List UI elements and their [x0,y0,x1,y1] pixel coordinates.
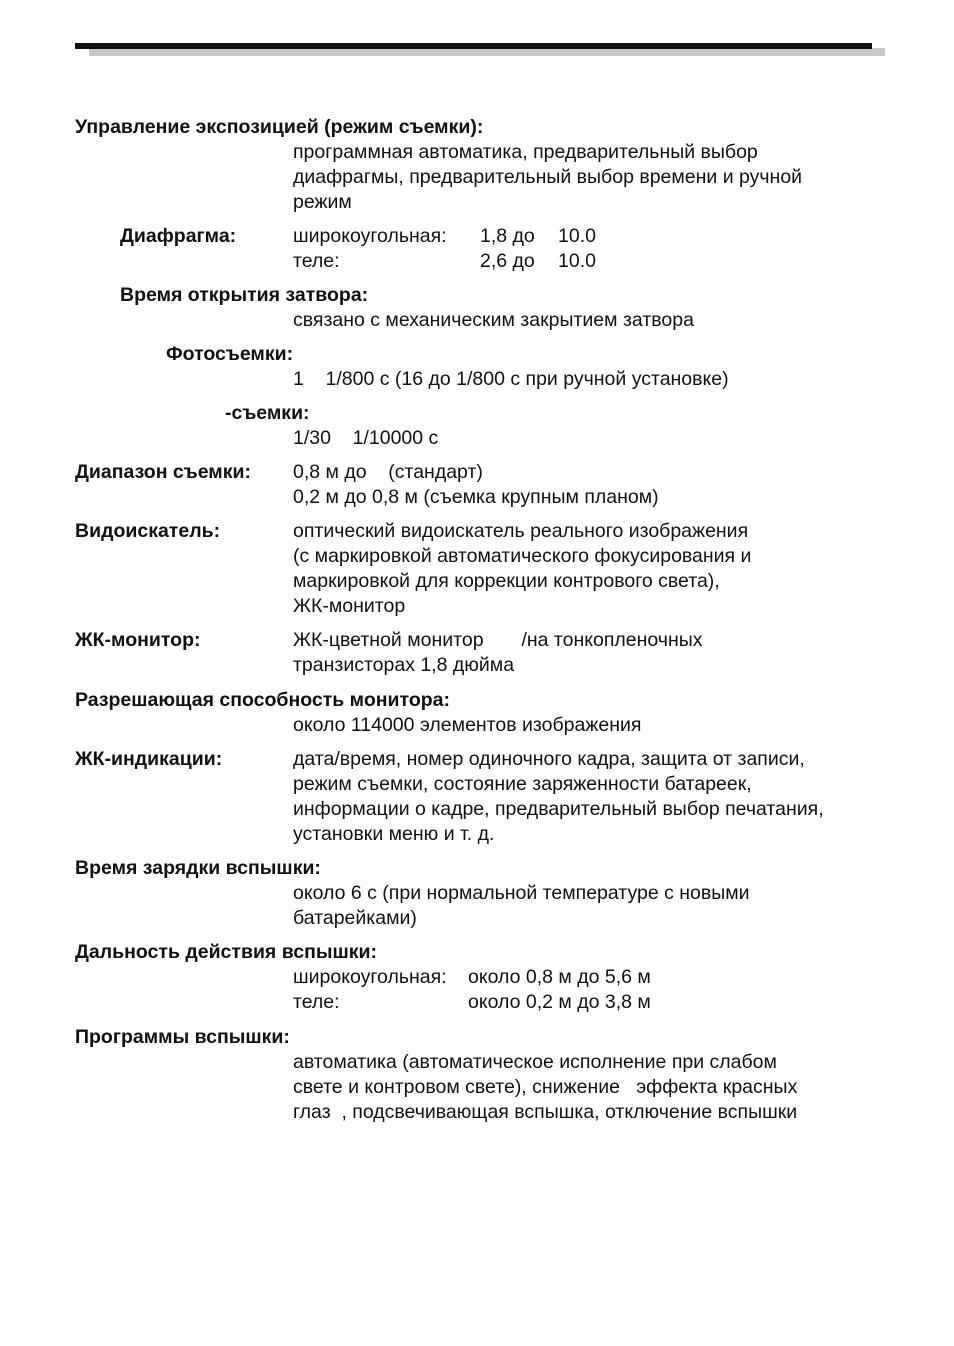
flash-charge-label: Время зарядки вспышки: [75,857,321,879]
exposure-line: диафрагмы, предварительный выбор времени и ручной [293,166,803,188]
header-rule [75,43,872,49]
viewfinder-line: маркировкой для коррекции контрового света), [293,570,720,592]
resolution-label: Разрешающая способность монитора: [75,689,450,711]
lcd-line: транзисторах 1,8 дюйма [293,654,515,676]
shutter-label: Время открытия затвора: [120,284,369,306]
photo-line: 1 1/800 с (16 до 1/800 с при ручной установке) [293,368,729,390]
flash-range-label: Дальность действия вспышки: [75,941,377,963]
aperture-tele-from: 2,6 до [480,250,535,272]
exposure-line: программная автоматика, предварительный выбор [293,141,758,163]
aperture-tele-label: теле: [293,250,340,272]
resolution-line: около 114000 элементов изображения [293,714,642,736]
viewfinder-label: Видоискатель: [75,520,221,542]
flash-programs-line: свете и контровом свете), снижение эффекта красных [293,1076,798,1098]
flash-range-wide-label: широкоугольная: [293,966,447,988]
flash-range-wide-value: около 0,8 м до 5,6 м [468,966,651,988]
indications-line: дата/время, номер одиночного кадра, защита от записи, [293,748,805,770]
viewfinder-line: (с маркировкой автоматического фокусирования и [293,545,752,567]
range-line: 0,2 м до 0,8 м (съемка крупным планом) [293,486,659,508]
aperture-wide-label: широкоугольная: [293,225,447,247]
flash-charge-line: около 6 с (при нормальной температуре с новыми [293,882,750,904]
flash-range-tele-label: теле: [293,991,340,1013]
indications-line: информации о кадре, предварительный выбор печатания, [293,798,824,820]
shutter-line: связано с механическим закрытием затвора [293,309,694,331]
range-label: Диапазон съемки: [75,461,251,483]
flash-programs-label: Программы вспышки: [75,1026,290,1048]
aperture-wide-to: 10.0 [558,225,596,247]
lcd-line: ЖК-цветной монитор /на тонкопленочных [293,629,703,651]
video-line: 1/30 1/10000 с [293,427,439,449]
flash-programs-line: глаз , подсвечивающая вспышка, отключение вспышки [293,1101,798,1123]
flash-programs-line: автоматика (автоматическое исполнение при слабом [293,1051,777,1073]
exposure-line: режим [293,191,352,213]
header-rule-shadow [89,48,885,56]
exposure-label: Управление экспозицией (режим съемки): [75,116,484,138]
flash-range-tele-value: около 0,2 м до 3,8 м [468,991,651,1013]
indications-label: ЖК-индикации: [75,748,223,770]
aperture-tele-to: 10.0 [558,250,596,272]
photo-label: Фотосъемки: [166,343,294,365]
viewfinder-line: оптический видоискатель реального изображения [293,520,749,542]
viewfinder-line: ЖК-монитор [293,595,406,617]
indications-line: режим съемки, состояние заряженности батареек, [293,773,752,795]
aperture-label: Диафрагма: [120,225,237,247]
video-label: -съемки: [225,402,310,424]
flash-charge-line: батарейками) [293,907,417,929]
range-line: 0,8 м до (стандарт) [293,461,483,483]
indications-line: установки меню и т. д. [293,823,495,845]
lcd-label: ЖК-монитор: [75,629,201,651]
aperture-wide-from: 1,8 до [480,225,535,247]
